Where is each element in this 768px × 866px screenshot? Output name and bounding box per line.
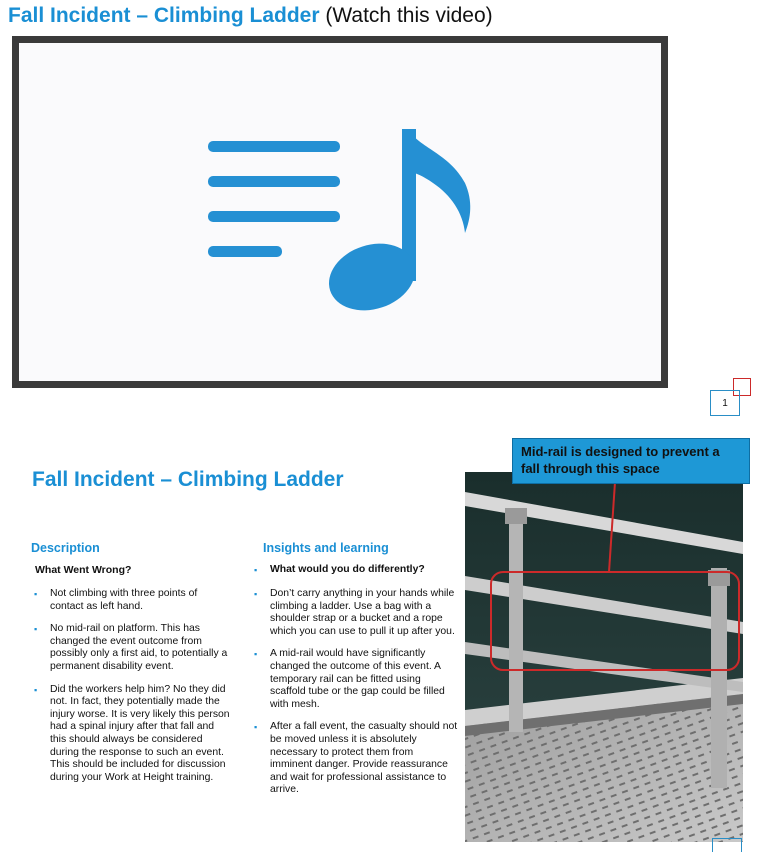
- slide-title: Fall Incident – Climbing Ladder: [32, 468, 344, 491]
- bottom-marker: [712, 838, 742, 852]
- insights-subheading-list: [252, 564, 458, 587]
- description-subheading: What Went Wrong?: [35, 564, 132, 576]
- top-title-accent: Fall Incident – Climbing Ladder: [8, 4, 320, 27]
- description-list: [32, 588, 232, 794]
- list-item: ▪ Don’t carry anything in your hands while climbing a ladder. Use a bag with a shoulder strap or a bucket and a rope which you can use to pull it up after you.: [252, 588, 458, 638]
- mid-rail-callout: Mid-rail is designed to prevent a fall through this space: [512, 438, 750, 484]
- description-heading: Description: [31, 541, 100, 555]
- page-number: 1: [710, 390, 740, 416]
- platform-railing-photo: [465, 472, 743, 842]
- video-player[interactable]: [12, 36, 668, 388]
- insights-heading: Insights and learning: [263, 541, 389, 555]
- list-item: ▪ Not climbing with three points of contact as left hand.: [32, 588, 232, 613]
- list-item: ▪ A mid-rail would have significantly changed the outcome of this event. A temporary rail can be fitted using scaffold tube or the gap could be filled with mesh.: [252, 648, 458, 711]
- list-item: ▪ After a fall event, the casualty should not be moved unless it is absolutely necessary to protect them from imminent danger. Provide reassurance and wait for professional assistance to arrive.: [252, 721, 458, 797]
- list-item: ▪ No mid-rail on platform. This has changed the event outcome from possibly only a first aid, to potentially a permanent disability event.: [32, 623, 232, 673]
- insights-subheading: ▪ What would you do differently?: [252, 564, 458, 577]
- list-item: ▪ Did the workers help him? No they did not. In fact, they potentially made the injury worse. It is very likely this person had a spinal injury after that fall and this should always be considered during the response to such an event. This should be included for discussion during your Work at Height training.: [32, 684, 232, 785]
- top-title-suffix: (Watch this video): [319, 4, 493, 27]
- top-title: [8, 4, 493, 28]
- playlist-music-icon: [19, 43, 661, 381]
- insights-list: [252, 588, 458, 807]
